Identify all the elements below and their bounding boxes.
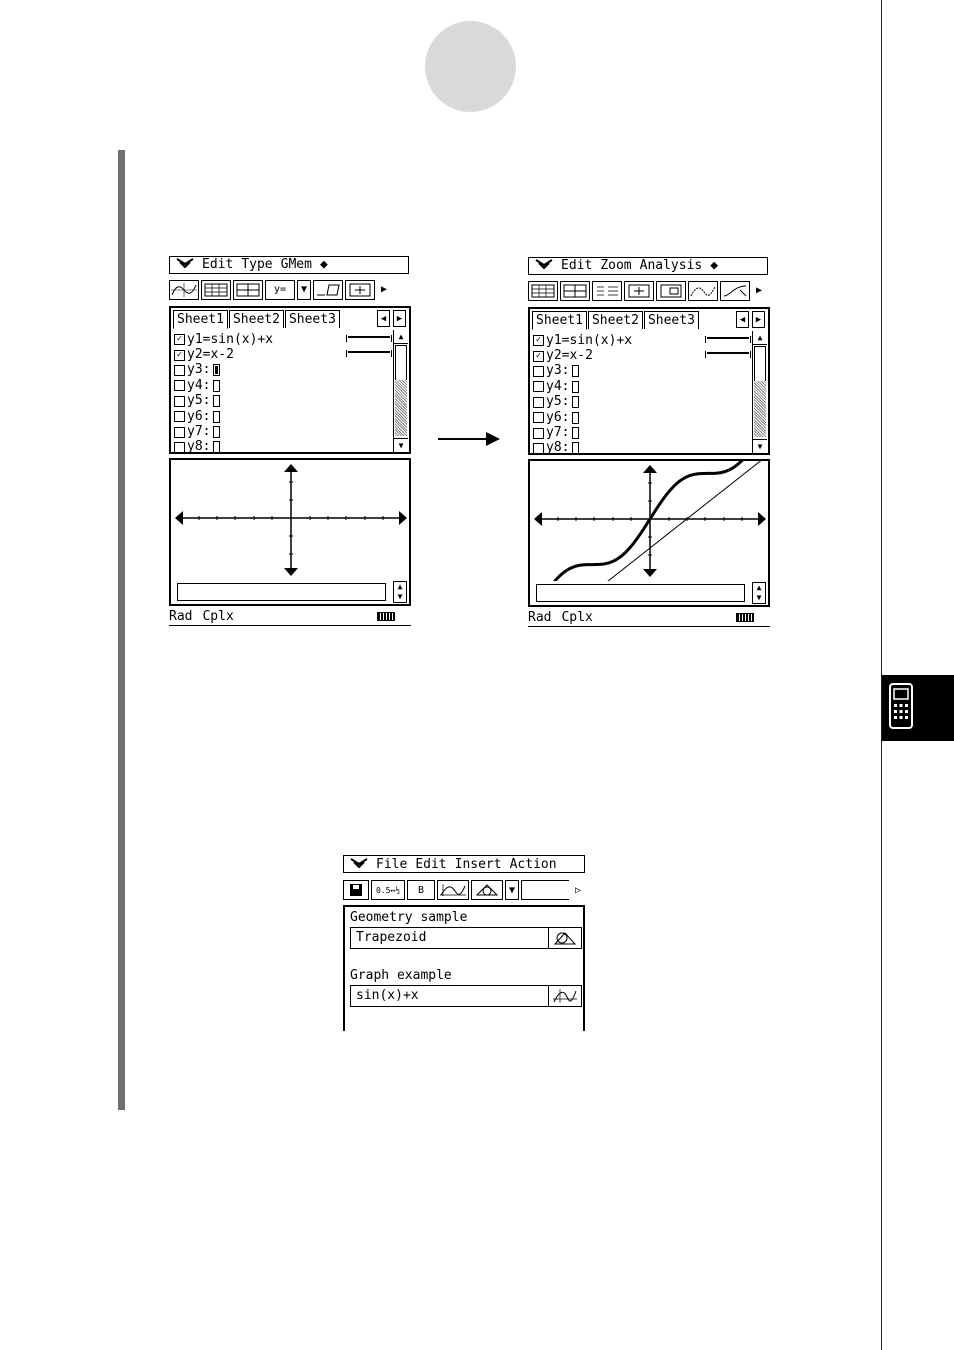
menu-item-type[interactable]: Type (241, 257, 273, 272)
function-row-y4[interactable] (174, 378, 392, 393)
down-chevrons-icon[interactable] (350, 857, 368, 872)
sketch-icon[interactable] (720, 281, 750, 301)
function-label: y4: (187, 377, 211, 393)
menu-item-edit[interactable]: Edit (561, 258, 593, 273)
checkbox-checked[interactable]: ✓ (533, 351, 544, 362)
checkbox[interactable] (174, 427, 185, 438)
graph-strip[interactable] (350, 985, 582, 1007)
sheet-tabs (532, 311, 699, 329)
scroll-thumb[interactable] (754, 346, 766, 382)
toolbar-spacer (521, 880, 569, 900)
decimal-fraction-icon[interactable]: 0.5↔½ (371, 880, 405, 900)
cursor-icon (213, 364, 220, 376)
function-label: y2= (546, 348, 570, 364)
status-bar (169, 609, 411, 626)
down-chevrons-icon[interactable] (176, 258, 194, 272)
scroll-right-icon[interactable]: ▷ (571, 880, 585, 900)
function-list (533, 333, 751, 456)
empty-slot-icon (572, 442, 579, 454)
function-expression[interactable]: x-2 (210, 347, 234, 363)
graph-strip-icon[interactable] (548, 986, 581, 1006)
function-label: y7: (546, 425, 570, 441)
function-label: y6: (187, 408, 211, 424)
scroll-track[interactable] (395, 380, 407, 436)
section-bar (118, 150, 125, 1110)
draw-graph-icon[interactable] (313, 280, 343, 300)
function-expression[interactable]: x-2 (569, 348, 593, 364)
menu-item-file[interactable]: File (376, 856, 408, 872)
function-row-y6[interactable] (174, 409, 392, 424)
scroll-right-icon[interactable]: ▶ (752, 281, 766, 301)
status-bar (528, 610, 770, 627)
battery-icon (377, 612, 395, 621)
menu-item-edit[interactable]: Edit (415, 856, 447, 872)
menu-item-insert[interactable]: Insert (454, 856, 502, 872)
checkbox[interactable] (174, 365, 185, 376)
command-spin-icon[interactable]: ▲ ▼ (393, 581, 407, 603)
function-expression[interactable]: sin(x)+x (569, 332, 633, 348)
menu-item-analysis[interactable]: Analysis (639, 258, 703, 273)
checkbox[interactable] (533, 443, 544, 454)
function-expression[interactable]: sin(x)+x (210, 331, 274, 347)
zoom-box-icon[interactable] (624, 281, 654, 301)
command-spin-icon[interactable]: ▲ ▼ (752, 582, 766, 604)
scroll-thumb[interactable] (395, 345, 407, 381)
view-window-icon[interactable] (345, 280, 375, 300)
checkbox[interactable] (533, 397, 544, 408)
checkbox[interactable] (533, 412, 544, 423)
eactivity-screen (343, 855, 587, 1031)
summary-table-icon[interactable] (233, 280, 263, 300)
tab-prev-icon[interactable]: ◀ (736, 311, 749, 328)
toolbar (169, 279, 411, 301)
complex-mode: Cplx (202, 609, 234, 624)
chapter-marker-circle (425, 21, 516, 112)
command-input[interactable] (177, 583, 386, 601)
transition-arrow-icon (438, 431, 500, 447)
function-label: y3: (546, 363, 570, 379)
table-icon[interactable] (528, 281, 558, 301)
geometry-strip-icon[interactable] (548, 928, 581, 948)
function-label: y2= (187, 347, 211, 363)
tab-sheet2[interactable]: Sheet2 (229, 310, 284, 328)
checkbox[interactable] (533, 366, 544, 377)
insert-geometry-icon[interactable] (471, 880, 503, 900)
function-label: y5: (187, 393, 211, 409)
empty-slot-icon (213, 426, 220, 438)
trace-icon[interactable] (688, 281, 718, 301)
bold-icon[interactable]: B (407, 880, 435, 900)
tab-next-icon[interactable]: ▶ (393, 310, 406, 327)
graph-strip-value[interactable]: sin(x)+x (356, 988, 419, 1003)
function-label: y6: (546, 409, 570, 425)
scrollbar[interactable] (752, 331, 767, 453)
eactivity-workspace (343, 905, 585, 1031)
line-style-icon[interactable] (346, 335, 392, 342)
function-label: y1= (546, 332, 570, 348)
tab-sheet3[interactable]: Sheet3 (285, 310, 340, 328)
down-chevrons-icon[interactable] (535, 259, 553, 273)
graph-window[interactable] (169, 458, 411, 606)
checkbox[interactable] (533, 381, 544, 392)
scroll-up-icon[interactable]: ▲ (753, 331, 767, 345)
geometry-strip-value[interactable]: Trapezoid (356, 930, 427, 945)
empty-slot-icon (572, 381, 579, 393)
menu-item-gmem[interactable]: GMem (280, 257, 312, 272)
function-label: y8: (187, 439, 211, 455)
calculator-icon (882, 675, 954, 741)
graph-editor (528, 307, 770, 455)
angle-mode: Rad (169, 609, 193, 624)
geometry-sample-label: Geometry sample (350, 910, 468, 925)
menu-bar (528, 257, 768, 275)
side-tab (882, 675, 954, 741)
complex-mode: Cplx (561, 610, 593, 625)
function-label: y8: (546, 440, 570, 456)
view-window-icon[interactable] (656, 281, 686, 301)
function-list (174, 332, 392, 455)
line-style-icon[interactable] (705, 351, 751, 358)
line-style-icon[interactable] (705, 336, 751, 343)
type-dropdown-icon[interactable]: ▼ (297, 280, 311, 300)
menu-item-zoom[interactable]: Zoom (600, 258, 632, 273)
function-row-y3[interactable] (533, 364, 751, 379)
table-icon[interactable] (201, 280, 231, 300)
scroll-down-icon[interactable]: ▼ (753, 439, 767, 453)
angle-mode: Rad (528, 610, 552, 625)
stat-icon[interactable] (592, 281, 622, 301)
line-style-icon[interactable] (346, 350, 392, 357)
function-label: y1= (187, 331, 211, 347)
empty-slot-icon (572, 365, 579, 377)
function-row-y5[interactable] (533, 395, 751, 410)
function-row-y8[interactable] (533, 441, 751, 456)
empty-slot-icon (572, 396, 579, 408)
empty-slot-icon (213, 395, 220, 407)
function-row-y6[interactable] (533, 410, 751, 425)
tab-sheet3[interactable]: Sheet3 (644, 311, 699, 329)
function-row-y3[interactable] (174, 363, 392, 378)
empty-slot-icon (213, 441, 220, 453)
checkbox-checked[interactable]: ✓ (174, 350, 185, 361)
empty-slot-icon (572, 427, 579, 439)
scrollbar[interactable] (393, 330, 408, 452)
function-row-y2[interactable] (174, 347, 392, 362)
empty-slot-icon (213, 411, 220, 423)
function-label: y4: (546, 378, 570, 394)
geometry-strip[interactable] (350, 927, 582, 949)
menu-item-action[interactable]: Action (509, 856, 557, 872)
checkbox[interactable] (174, 396, 185, 407)
function-row-y4[interactable] (533, 379, 751, 394)
calculator-screen-before (169, 256, 413, 628)
diamond-icon[interactable]: ◆ (319, 257, 328, 272)
graph-example-label: Graph example (350, 968, 452, 983)
dropdown-icon[interactable]: ▼ (505, 880, 519, 900)
toolbar (343, 879, 585, 901)
scroll-right-icon[interactable]: ▶ (377, 280, 391, 300)
sheet-tabs (173, 310, 340, 328)
checkbox[interactable] (174, 380, 185, 391)
empty-slot-icon (572, 412, 579, 424)
command-input[interactable] (536, 584, 745, 602)
menu-item-edit[interactable]: Edit (202, 257, 234, 272)
tab-sheet2[interactable]: Sheet2 (588, 311, 643, 329)
tab-sheet1[interactable]: Sheet1 (532, 311, 587, 330)
checkbox[interactable] (174, 442, 185, 453)
calculator-screen-after (528, 257, 772, 629)
graph-window-icon[interactable] (169, 280, 199, 300)
empty-slot-icon (213, 380, 220, 392)
graph-editor (169, 306, 411, 454)
function-row-y2[interactable] (533, 348, 751, 363)
function-label: y7: (187, 424, 211, 440)
menu-bar (169, 256, 409, 274)
summary-table-icon[interactable] (560, 281, 590, 301)
save-icon[interactable] (343, 880, 369, 900)
toolbar (528, 280, 770, 302)
scroll-track[interactable] (754, 381, 766, 437)
menu-bar (343, 855, 585, 873)
tab-sheet1[interactable]: Sheet1 (173, 310, 228, 329)
battery-icon (736, 613, 754, 622)
function-label: y5: (546, 394, 570, 410)
function-row-y5[interactable] (174, 394, 392, 409)
checkbox-checked[interactable]: ✓ (174, 334, 185, 345)
function-row-y7[interactable] (533, 425, 751, 440)
y-equals-type-icon[interactable]: y= (265, 280, 295, 300)
checkbox-checked[interactable]: ✓ (533, 335, 544, 346)
function-row-y1[interactable] (533, 333, 751, 348)
graph-window[interactable] (528, 459, 770, 607)
scroll-down-icon[interactable]: ▼ (394, 438, 408, 452)
tab-prev-icon[interactable]: ◀ (377, 310, 390, 327)
tab-next-icon[interactable]: ▶ (752, 311, 765, 328)
diamond-icon[interactable]: ◆ (710, 258, 719, 273)
scroll-up-icon[interactable]: ▲ (394, 330, 408, 344)
function-label: y3: (187, 362, 211, 378)
insert-graph-icon[interactable] (437, 880, 469, 900)
checkbox[interactable] (533, 428, 544, 439)
function-row-y1[interactable] (174, 332, 392, 347)
function-row-y7[interactable] (174, 424, 392, 439)
function-row-y8[interactable] (174, 440, 392, 455)
checkbox[interactable] (174, 411, 185, 422)
